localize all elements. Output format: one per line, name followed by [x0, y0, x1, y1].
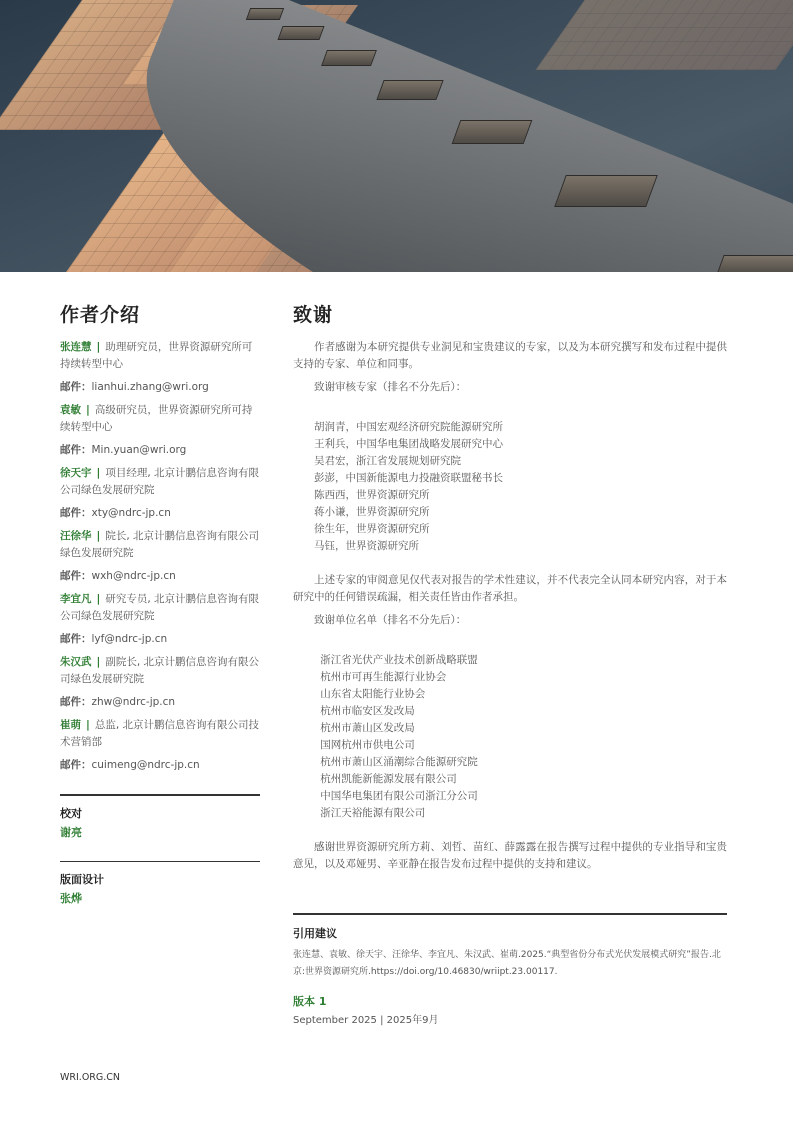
separator: | — [86, 719, 90, 731]
author-email-line — [60, 505, 260, 522]
author-email-line — [60, 631, 260, 648]
email-label: 邮件： — [60, 444, 92, 456]
expert-item: 王利兵，中国华电集团战略发展研究中心 — [314, 438, 503, 450]
citation-text — [293, 947, 727, 981]
author-email-line — [60, 379, 260, 396]
org-item: 中国华电集团有限公司浙江分公司 — [320, 790, 478, 802]
ack-disclaimer: 上述专家的审阅意见仅代表对报告的学术性建议，并不代表完全认同本研究内容，对于本研究中的任何错误疏漏，相关责任皆由作者承担。 — [293, 574, 727, 603]
author-email[interactable]: lianhui.zhang@wri.org — [91, 381, 209, 393]
expert-item: 吴君宏，浙江省发展规划研究院 — [314, 455, 461, 467]
acknowledgements-title: 致谢 — [293, 304, 334, 326]
author-name: 李宜凡 — [60, 593, 92, 605]
separator: | — [96, 467, 101, 479]
expert-item: 胡润青，中国宏观经济研究院能源研究所 — [314, 421, 503, 433]
expert-item: 马钰，世界资源研究所 — [314, 540, 419, 552]
ack-closing: 感谢世界资源研究所方莉、刘哲、苗红、薛露露在报告撰写过程中提供的专业指导和宝贵意见，以及邓娅男、辛亚静在报告发布过程中提供的支持和建议。 — [293, 841, 727, 870]
email-label: 邮件： — [60, 759, 92, 771]
design-name: 张烨 — [60, 892, 82, 905]
authors-list — [60, 339, 260, 774]
author-entry — [60, 717, 260, 751]
expert-item: 彭澎，中国新能源电力投融资联盟秘书长 — [314, 472, 503, 484]
email-label: 邮件： — [60, 696, 92, 708]
email-label: 邮件： — [60, 633, 92, 645]
email-label: 邮件： — [60, 570, 92, 582]
email-label: 邮件： — [60, 507, 92, 519]
org-item: 杭州市萧山区涌潮综合能源研究院 — [320, 756, 478, 768]
author-email[interactable]: cuimeng@ndrc-jp.cn — [91, 759, 200, 771]
author-entry — [60, 591, 260, 625]
author-name: 徐天宇 — [60, 467, 92, 479]
author-title: 高级研究员，世界资源研究所可持续转型中心 — [60, 404, 253, 433]
author-entry — [60, 654, 260, 688]
cover-photo-solar-roof — [0, 0, 793, 272]
author-title: 研究专员, 北京计鹏信息咨询有限公司绿色发展研究院 — [60, 593, 260, 622]
orgs-heading: 致谢单位名单（排名不分先后）： — [314, 614, 467, 626]
divider — [60, 794, 260, 796]
org-item: 杭州市萧山区发改局 — [320, 722, 415, 734]
version-date: September 2025 | 2025年9月 — [293, 1014, 439, 1026]
authors-title: 作者介绍 — [60, 304, 141, 326]
author-email[interactable]: Min.yuan@wri.org — [91, 444, 187, 456]
org-item: 杭州市可再生能源行业协会 — [320, 671, 447, 683]
divider — [293, 913, 727, 915]
author-entry — [60, 465, 260, 499]
expert-item: 陈西西，世界资源研究所 — [314, 489, 430, 501]
footer-website[interactable]: WRI.ORG.CN — [60, 1072, 121, 1083]
version-label: 版本 1 — [293, 994, 327, 1008]
author-email-line — [60, 757, 260, 774]
org-item: 杭州凯能新能源发展有限公司 — [320, 773, 457, 785]
author-email-line — [60, 568, 260, 585]
author-title: 助理研究员，世界资源研究所可持续转型中心 — [60, 341, 253, 370]
org-item: 浙江天裕能源有限公司 — [320, 807, 426, 819]
orgs-list — [293, 652, 727, 822]
citation-title: 引用建议 — [293, 926, 337, 940]
author-name: 朱汉武 — [60, 656, 92, 668]
citation-doi-link[interactable]: https://doi.org/10.46830/wriipt.23.00117. — [370, 966, 558, 977]
separator: | — [96, 530, 101, 542]
org-item: 山东省太阳能行业协会 — [320, 688, 426, 700]
author-name: 袁敏 — [60, 404, 81, 416]
ack-intro: 作者感谢为本研究提供专业洞见和宝贵建议的专家，以及为本研究撰写和发布过程中提供支持的专家、单位和同事。 — [293, 341, 727, 370]
author-title: 副院长, 北京计鹏信息咨询有限公司绿色发展研究院 — [60, 656, 260, 685]
authors-column — [60, 300, 260, 910]
author-title: 院长, 北京计鹏信息咨询有限公司绿色发展研究院 — [60, 530, 260, 559]
author-name: 张连慧 — [60, 341, 92, 353]
org-item: 杭州市临安区发改局 — [320, 705, 415, 717]
author-name: 汪徐华 — [60, 530, 92, 542]
author-email[interactable]: wxh@ndrc-jp.cn — [91, 570, 176, 582]
author-title: 总监, 北京计鹏信息咨询有限公司技术营销部 — [60, 719, 260, 748]
author-email-line — [60, 694, 260, 711]
author-email[interactable]: xty@ndrc-jp.cn — [91, 507, 171, 519]
proofread-title: 校对 — [60, 806, 82, 820]
author-email-line — [60, 442, 260, 459]
separator: | — [96, 341, 101, 353]
org-item: 国网杭州市供电公司 — [320, 739, 415, 751]
separator: | — [96, 593, 101, 605]
author-entry — [60, 402, 260, 436]
author-entry — [60, 528, 260, 562]
author-email[interactable]: lyf@ndrc-jp.cn — [91, 633, 168, 645]
separator: | — [96, 656, 101, 668]
author-email[interactable]: zhw@ndrc-jp.cn — [91, 696, 176, 708]
design-title: 版面设计 — [60, 873, 104, 886]
experts-list — [293, 419, 727, 555]
author-name: 崔萌 — [60, 719, 81, 731]
email-label: 邮件： — [60, 381, 92, 393]
expert-item: 蒋小谦，世界资源研究所 — [314, 506, 430, 518]
expert-item: 徐生年，世界资源研究所 — [314, 523, 430, 535]
proofread-name: 谢亮 — [60, 825, 82, 839]
experts-heading: 致谢审核专家（排名不分先后）： — [314, 381, 467, 393]
author-title: 项目经理, 北京计鹏信息咨询有限公司绿色发展研究院 — [60, 467, 260, 496]
org-item: 浙江省光伏产业技术创新战略联盟 — [320, 654, 478, 666]
acknowledgements-column — [293, 300, 727, 1026]
divider — [60, 861, 260, 863]
author-entry — [60, 339, 260, 373]
separator: | — [86, 404, 90, 416]
citation-body: 张连慧、袁敏、徐天宇、汪徐华、李宜凡、朱汉武、崔萌.2025.“典型省份分布式光伏发展模式研究”报告.北京:世界资源研究所. — [293, 949, 721, 977]
